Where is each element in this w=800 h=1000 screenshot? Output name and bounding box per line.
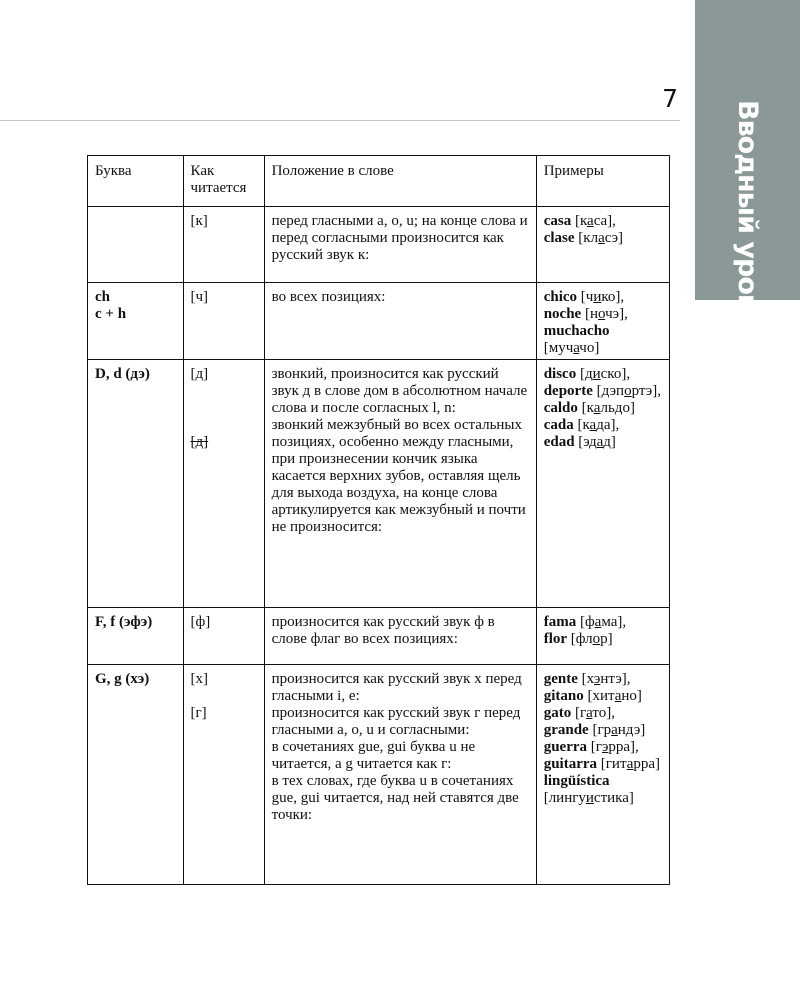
example: disco [диско], bbox=[543, 366, 631, 382]
table-row bbox=[88, 665, 670, 885]
position-text: в тех словах, где буква u в сочетаниях gue, gui читается, над ней ставятся две точки: bbox=[271, 773, 519, 823]
example: chico [чико], bbox=[543, 289, 625, 305]
example: guerra [гэрра], bbox=[543, 739, 639, 755]
sound-cell bbox=[183, 207, 264, 283]
example: fama [фама], bbox=[543, 614, 627, 630]
sound: [д] bbox=[190, 434, 209, 450]
example: grande [грандэ] bbox=[543, 722, 646, 738]
position-cell bbox=[264, 360, 536, 608]
table-header-row bbox=[88, 156, 670, 207]
sound: [к] bbox=[190, 213, 208, 229]
position-text: произносится как русский звук х перед гласными i, e: bbox=[271, 671, 522, 704]
example: edad [эдад] bbox=[543, 434, 616, 450]
position-text: произносится как русский звук ф в слове флаг во всех позициях: bbox=[271, 614, 495, 647]
example: cada [када], bbox=[543, 417, 620, 433]
table-row bbox=[88, 283, 670, 360]
examples-cell bbox=[536, 360, 669, 608]
sound: [ч] bbox=[190, 289, 209, 305]
position-cell bbox=[264, 665, 536, 885]
letter-cell bbox=[88, 360, 184, 608]
position-cell bbox=[264, 608, 536, 665]
examples-cell bbox=[536, 608, 669, 665]
example: gato [гато], bbox=[543, 705, 615, 721]
position-text: звонкий межзубный во всех остальных позициях, особенно между гласными, при произнесении кончик языка касается верхних зубов, оставляя щель для выхода воздуха, на конце слова артикулируется как межзубный и почти не произносится: bbox=[271, 417, 526, 535]
position-text: во всех позициях: bbox=[271, 289, 386, 305]
example: gente [хэнтэ], bbox=[543, 671, 631, 687]
position-text: звонкий, произносится как русский звук д в слове дом в абсолютном начале слова и после согласных l, n: bbox=[271, 366, 528, 416]
example: casa [каса], bbox=[543, 213, 616, 229]
pronunciation-table bbox=[87, 155, 670, 885]
example: guitarra [гитарра] bbox=[543, 756, 661, 772]
example: deporte [дэпортэ], bbox=[543, 383, 661, 399]
header-position: Положение в слове bbox=[264, 156, 536, 207]
letter-cell bbox=[88, 608, 184, 665]
example: clase [класэ] bbox=[543, 230, 624, 246]
sound-cell bbox=[183, 283, 264, 360]
table-row bbox=[88, 207, 670, 283]
header-rule bbox=[0, 120, 680, 121]
example: noche [ночэ], bbox=[543, 306, 628, 322]
examples-cell bbox=[536, 283, 669, 360]
letter: D, d (дэ) bbox=[95, 366, 150, 382]
letter-cell bbox=[88, 665, 184, 885]
letter: G, g (хэ) bbox=[95, 671, 150, 687]
example: lingüística [лингуистика] bbox=[543, 773, 634, 806]
section-title: Вводный урок bbox=[732, 100, 763, 312]
page-number: 7 bbox=[662, 84, 678, 113]
letter-cell bbox=[88, 283, 184, 360]
examples-cell bbox=[536, 207, 669, 283]
position-text: произносится как русский звук г перед гласными a, o, u и согласными: bbox=[271, 705, 521, 738]
sound: [х] bbox=[190, 671, 209, 687]
position-text: в сочетаниях gue, gui буква u не читается, а g читается как г: bbox=[271, 739, 476, 772]
sound: [д] bbox=[190, 366, 209, 382]
sound-cell bbox=[183, 665, 264, 885]
example: gitano [хитано] bbox=[543, 688, 642, 704]
table-row bbox=[88, 360, 670, 608]
position-cell bbox=[264, 207, 536, 283]
header-reading: Как читается bbox=[183, 156, 264, 207]
header-examples: Примеры bbox=[536, 156, 669, 207]
table-row bbox=[88, 608, 670, 665]
position-text: перед гласными a, o, u; на конце слова и перед согласными произносится как русский звук к: bbox=[271, 213, 528, 263]
example: caldo [кальдо] bbox=[543, 400, 635, 416]
header-letter: Буква bbox=[88, 156, 184, 207]
sound-cell bbox=[183, 608, 264, 665]
example: flor [флор] bbox=[543, 631, 613, 647]
sound: [г] bbox=[190, 705, 207, 721]
examples-cell bbox=[536, 665, 669, 885]
example: muchacho [мучачо] bbox=[543, 323, 610, 356]
letter: ch bbox=[95, 289, 110, 305]
sound: [ф] bbox=[190, 614, 211, 630]
sound-cell bbox=[183, 360, 264, 608]
letter: c + h bbox=[95, 306, 127, 322]
letter-cell bbox=[88, 207, 184, 283]
letter: F, f (эфэ) bbox=[95, 614, 153, 630]
position-cell bbox=[264, 283, 536, 360]
